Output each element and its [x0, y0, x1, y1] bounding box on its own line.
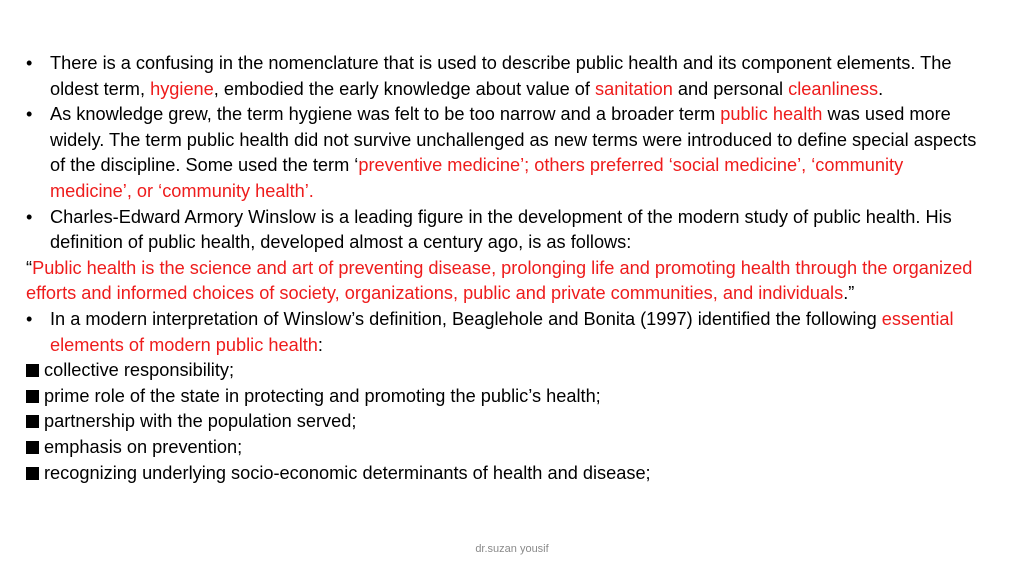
black-square-icon [26, 467, 39, 480]
text: In a modern interpretation of Winslow’s definition, Beaglehole and Bonita (1997) identified the following [50, 308, 882, 329]
slide-body [26, 51, 986, 486]
text: : [317, 334, 323, 355]
bullet-item-interpretation [26, 307, 986, 358]
highlight-public-health: public health [720, 104, 823, 125]
bullet-dot-icon: • [26, 53, 33, 73]
footer-author: dr.suzan yousif [475, 543, 549, 555]
list-item-text: emphasis on prevention; [44, 436, 243, 457]
list-item [26, 384, 986, 410]
bullet-dot-icon: • [26, 104, 33, 125]
bullet-dot-icon: • [26, 206, 33, 227]
black-square-icon [26, 415, 39, 428]
quote-close: .” [843, 283, 855, 304]
text: There is a confusing in the nomenclature that is used to describe public health and its component elements. The oldest term, [50, 53, 952, 99]
highlight-terms: preventive medicine’; others preferred ‘social medicine’, ‘community medicine’, or ‘community health’. [50, 155, 904, 201]
list-item-text: recognizing underlying socio-economic determinants of health and disease; [44, 462, 651, 483]
bullet-item-winslow [26, 205, 986, 256]
bullet-dot-icon: • [26, 308, 33, 329]
elements-list [26, 358, 986, 486]
text: was used more widely. The term public health did not survive unchallenged as new terms were introduced to define special aspects of the discipline. Some used the term ‘ [50, 104, 977, 176]
bullet-item-nomenclature [26, 51, 986, 102]
text: Charles-Edward Armory Winslow is a leading figure in the development of the modern study of public health. His definition of public health, developed almost a century ago, is as follows: [50, 206, 952, 253]
list-item-text: prime role of the state in protecting and promoting the public’s health; [44, 385, 601, 406]
black-square-icon [26, 364, 39, 377]
highlight-cleanliness: cleanliness [788, 78, 879, 99]
list-item [26, 461, 986, 487]
quote-open: “ [26, 257, 33, 278]
definition-quote [26, 256, 986, 307]
text: , embodied the early knowledge about value of [213, 78, 595, 99]
list-item-text: collective responsibility; [44, 360, 235, 381]
text: . [878, 78, 884, 99]
list-item [26, 358, 986, 384]
highlight-essential-elements: essential elements of modern public health [50, 308, 954, 355]
text: and personal [672, 78, 789, 99]
list-item-text: partnership with the population served; [44, 411, 357, 432]
list-item [26, 435, 986, 461]
quote-text: Public health is the science and art of preventing disease, prolonging life and promoting health through the organized efforts and informed choices of society, organizations, public and private communities, and individuals [26, 257, 973, 304]
list-item [26, 409, 986, 435]
highlight-sanitation: sanitation [594, 78, 673, 99]
black-square-icon [26, 390, 39, 403]
highlight-hygiene: hygiene [150, 78, 214, 99]
black-square-icon [26, 441, 39, 454]
text: As knowledge grew, the term hygiene was felt to be too narrow and a broader term [50, 104, 721, 125]
bullet-item-knowledge [26, 102, 986, 204]
